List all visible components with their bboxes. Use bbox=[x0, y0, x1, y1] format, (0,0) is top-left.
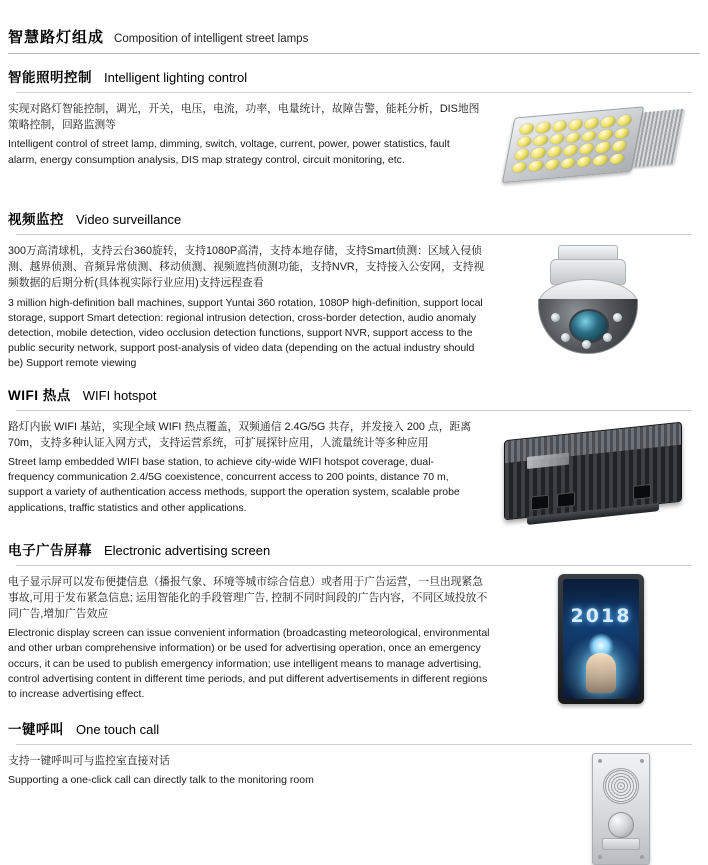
section-media bbox=[500, 574, 700, 706]
lamp-assembly bbox=[505, 104, 678, 184]
call-button bbox=[608, 812, 634, 838]
section-text bbox=[8, 101, 490, 168]
section-text-en: Intelligent control of street lamp, dimming, switch, voltage, current, power, power statistics, fault alarm, energy consumption analysis, DIS map strategy control, circuit monitoring, etc. bbox=[8, 138, 450, 166]
section-heading-cn: 一键呼叫 bbox=[8, 721, 64, 737]
section-heading-en: WIFI hotspot bbox=[82, 387, 157, 403]
led-advertising-screen-image bbox=[500, 574, 700, 706]
section-text-en: Supporting a one-click call can directly talk to the monitoring room bbox=[8, 773, 314, 786]
section-text bbox=[8, 574, 500, 703]
section-heading-cn: 视频监控 bbox=[8, 212, 64, 227]
section-media bbox=[540, 753, 700, 865]
section-media bbox=[490, 419, 700, 527]
section-text-cn: 电子显示屏可以发布便捷信息（播报气象、环境等城市综合信息）或者用于广告运营，一旦出现紧急事故,可用于发布紧急信息; 运用智能化的手段管理广告, 控制不同时间段的广告内容，不同区域投放不同广告,增加广告效应 bbox=[8, 575, 488, 621]
section-heading bbox=[8, 54, 700, 92]
emergency-intercom-image bbox=[540, 753, 700, 865]
section-heading bbox=[8, 372, 700, 410]
panel-screw bbox=[598, 855, 602, 859]
section-text-cn: 实现对路灯智能控制，调光，开关，电压，电流，功率，电量统计，故障告警，能耗分析，DIS地图策略控制，回路监测等 bbox=[8, 103, 480, 132]
screen-display bbox=[563, 579, 639, 699]
screen-year-text: 2018 bbox=[570, 604, 632, 627]
screen-frame bbox=[558, 574, 644, 704]
section-body bbox=[8, 93, 700, 196]
document-title-en: Composition of intelligent street lamps bbox=[114, 33, 309, 45]
document-title bbox=[0, 0, 708, 53]
enclosure-port bbox=[531, 494, 549, 510]
section-text bbox=[8, 753, 540, 788]
section-heading bbox=[8, 706, 700, 744]
section-body bbox=[8, 235, 700, 372]
section-heading-en: Intelligent lighting control bbox=[104, 70, 248, 85]
section-electronic-advertising-screen bbox=[0, 527, 708, 706]
section-body bbox=[8, 745, 700, 865]
section-text-en: Electronic display screen can issue convenient information (broadcasting meteorological, environmental and other urban comprehensive information) or be used for advertising operation, once an emergency occurs, it can be used to publish emergency information; use intelligent means to manage advertising, control advertising content in different time periods, and put different advertisements in different regions to increase advertising effect. bbox=[8, 627, 490, 701]
section-text bbox=[8, 419, 490, 516]
ptz-dome-camera-image bbox=[500, 243, 700, 355]
section-heading-cn: WIFI 热点 bbox=[8, 387, 71, 403]
ir-led bbox=[561, 333, 570, 342]
section-one-touch-call bbox=[0, 706, 708, 865]
section-text-en: 3 million high-definition ball machines, support Yuntai 360 rotation, 1080P high-definition, support local storage, support Smart detection: regional intrusion detection, cross-border detection, audio anomaly detection, mobile detection, video occlusion detection functions, support NVR, support access to the public security network, support post-analysis of video data (depending on the actual industry should be) Support remote viewing bbox=[8, 296, 483, 370]
section-heading bbox=[8, 196, 700, 234]
led-street-lamp-module-image bbox=[490, 101, 700, 196]
section-media bbox=[500, 243, 700, 355]
ir-led bbox=[582, 340, 591, 349]
section-text bbox=[8, 243, 500, 372]
section-heading-cn: 电子广告屏幕 bbox=[8, 542, 92, 558]
wifi-access-point-image bbox=[490, 419, 700, 527]
section-body bbox=[8, 566, 700, 706]
enclosure-port bbox=[633, 484, 651, 500]
section-heading-en: Electronic advertising screen bbox=[104, 542, 271, 558]
ir-led bbox=[551, 313, 560, 322]
nameplate bbox=[602, 838, 640, 850]
section-heading bbox=[8, 527, 700, 565]
panel-screw bbox=[640, 759, 644, 763]
speaker-grille-icon bbox=[603, 768, 639, 804]
section-text-en: Street lamp embedded WIFI base station, to achieve city-wide WIFI hotspot coverage, dual-frequency communication 2.4/5G coexistence, concurrent access to 200 points, distance 70 m, support a variety of authentication access methods, support the operation system, scalable probe applications, traffic statistics and other applications. bbox=[8, 456, 460, 514]
ir-led bbox=[603, 333, 612, 342]
section-video-surveillance bbox=[0, 196, 708, 372]
enclosure-port bbox=[557, 492, 575, 508]
access-point-enclosure bbox=[504, 421, 682, 520]
section-wifi-hotspot bbox=[0, 372, 708, 527]
section-text-cn: 支持一键呼叫可与监控室直接对话 bbox=[8, 754, 170, 767]
section-body bbox=[8, 411, 700, 527]
panel-screw bbox=[640, 855, 644, 859]
screen-hand-graphic bbox=[586, 653, 616, 693]
document-title-cn: 智慧路灯组成 bbox=[8, 29, 105, 46]
section-text-cn: 路灯内嵌 WIFI 基站，实现全域 WIFI 热点覆盖，双频通信 2.4G/5G 共存，并发接入 200 点，距离 70m，支持多种认证入网方式，支持运营系统，可扩展探针应用，人流量统计等多种应用 bbox=[8, 420, 472, 449]
section-heading-en: One touch call bbox=[76, 721, 160, 737]
panel-screw bbox=[598, 759, 602, 763]
ir-led bbox=[613, 313, 622, 322]
section-heading-cn: 智能照明控制 bbox=[8, 70, 92, 85]
section-heading-en: Video surveillance bbox=[76, 212, 182, 227]
camera-dome bbox=[538, 299, 638, 354]
section-intelligent-lighting-control bbox=[0, 54, 708, 196]
section-text-cn: 300万高清球机，支持云台360旋转，支持1080P高清，支持本地存储，支持Smart侦测：区域入侵侦测、越界侦测、音频异常侦测、移动侦测、视频遮挡侦测功能，支持NVR，支持接入公安网，支持视频数据的后期分析(具体视实际行业应用)支持远程查看 bbox=[8, 245, 485, 290]
section-media bbox=[490, 101, 700, 196]
intercom-panel bbox=[592, 753, 650, 865]
